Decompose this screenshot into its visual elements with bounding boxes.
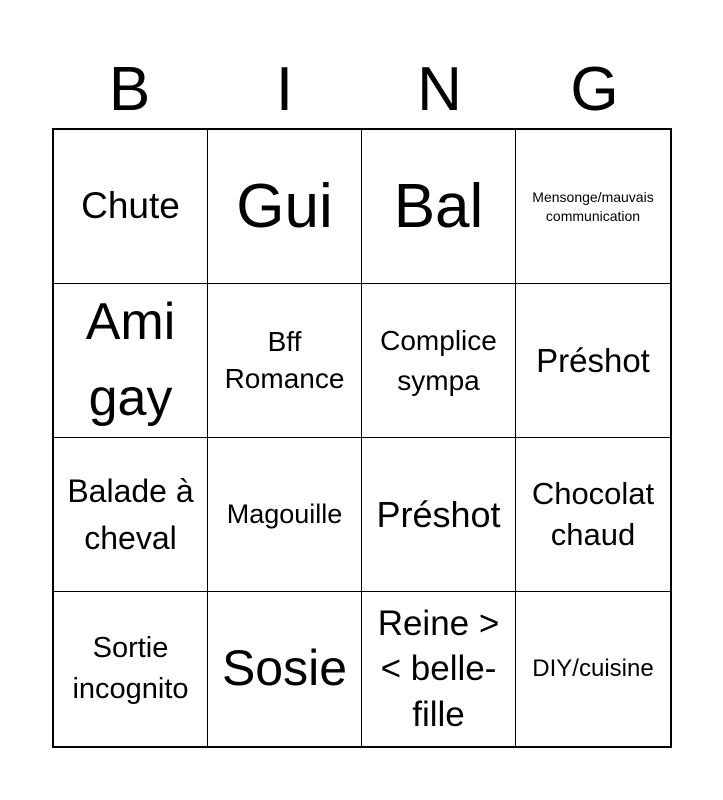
- bingo-cell[interactable]: [208, 130, 362, 284]
- bingo-cell[interactable]: [516, 130, 670, 284]
- cell-text: DIY/cuisine: [532, 655, 654, 683]
- bingo-cell[interactable]: [362, 592, 516, 746]
- bingo-cell[interactable]: [54, 438, 208, 592]
- bingo-cell[interactable]: [208, 438, 362, 592]
- cell-text: Préshot: [376, 494, 501, 535]
- bingo-cell[interactable]: [362, 130, 516, 284]
- cell-text: Bal: [393, 171, 484, 241]
- header-letter-n: N: [417, 55, 462, 124]
- cell-text: Chocolat chaud: [531, 476, 655, 552]
- header-letter-b: B: [108, 55, 151, 124]
- cell-text: Gui: [236, 171, 333, 241]
- bingo-header: [52, 52, 672, 128]
- cell-text: Ami gay: [85, 293, 176, 427]
- bingo-cell[interactable]: [54, 284, 208, 438]
- bingo-cell[interactable]: [208, 284, 362, 438]
- cell-text: Chute: [81, 185, 180, 227]
- cell-text: Sosie: [221, 640, 348, 697]
- cell-text: Mensonge/mauvais communication: [532, 188, 654, 224]
- bingo-board: [52, 128, 672, 748]
- cell-text: Balade à cheval: [67, 473, 194, 556]
- header-letter-i: I: [275, 55, 294, 124]
- cell-text: Complice sympa: [380, 325, 497, 396]
- bingo-cell[interactable]: [54, 592, 208, 746]
- header-letter-g: G: [570, 55, 619, 124]
- bingo-cell[interactable]: [362, 438, 516, 592]
- cell-text: Reine > < belle-fille: [377, 603, 500, 734]
- cell-text: Bff Romance: [224, 326, 345, 394]
- cell-text: Sortie incognito: [72, 632, 189, 705]
- bingo-cell[interactable]: [362, 284, 516, 438]
- cell-text: Préshot: [536, 341, 650, 379]
- bingo-cell[interactable]: [516, 284, 670, 438]
- cell-text: Magouille: [226, 498, 343, 529]
- bingo-cell[interactable]: [208, 592, 362, 746]
- bingo-cell[interactable]: [516, 438, 670, 592]
- bingo-cell[interactable]: [516, 592, 670, 746]
- bingo-cell[interactable]: [54, 130, 208, 284]
